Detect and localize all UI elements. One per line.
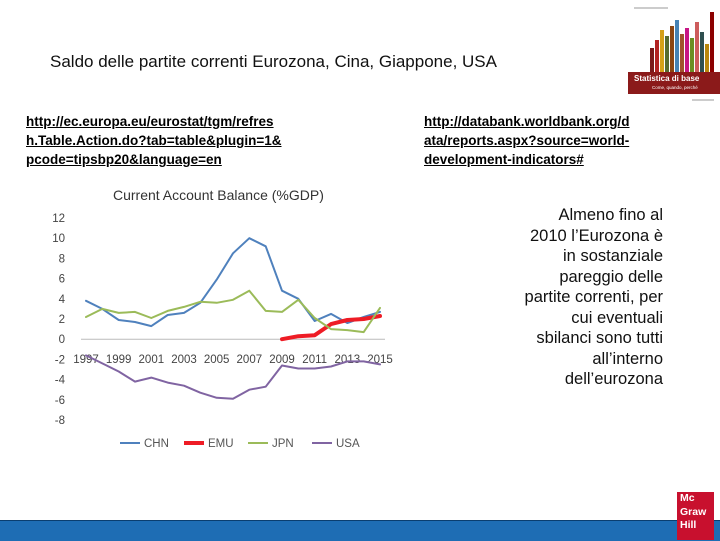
x-tick-label: 1997 — [73, 354, 99, 367]
x-tick-label: 2013 — [334, 354, 361, 367]
y-tick-label: 12 — [52, 213, 65, 225]
y-tick-label: -2 — [54, 354, 65, 367]
body-line: sbilanci sono tutti — [536, 329, 663, 347]
eurostat-link[interactable] — [26, 112, 346, 169]
book-subtitle: Come, quando, perché — [652, 85, 698, 90]
y-tick-label: -4 — [54, 374, 65, 387]
current-account-chart — [40, 180, 415, 470]
worldbank-link[interactable] — [424, 112, 694, 169]
body-line: partite correnti, per — [524, 288, 663, 306]
x-tick-label: 2001 — [138, 354, 165, 367]
logo-line: Graw — [680, 505, 707, 518]
x-tick-label: 2007 — [236, 354, 263, 367]
y-tick-label: 4 — [58, 293, 65, 306]
y-tick-label: 0 — [58, 334, 65, 347]
body-line: pareggio delle — [559, 267, 663, 286]
legend-label-jpn: JPN — [272, 438, 294, 450]
link-line: http://databank.worldbank.org/d — [424, 114, 630, 129]
y-axis-ticks — [52, 213, 65, 427]
y-tick-label: 10 — [52, 233, 65, 246]
body-line: all’interno — [592, 349, 663, 368]
chart-series — [86, 238, 380, 399]
x-tick-label: 2015 — [367, 354, 393, 367]
link-line: development-indicators# — [424, 152, 584, 167]
chart-title: Current Account Balance (%GDP) — [113, 187, 324, 203]
logo-line: Hill — [680, 519, 697, 531]
x-axis-ticks — [73, 354, 393, 366]
legend-label-chn: CHN — [144, 438, 169, 450]
mcgraw-hill-logo — [677, 492, 714, 540]
link-line: http://ec.europa.eu/eurostat/tgm/refres — [26, 114, 274, 129]
chart-legend — [120, 438, 360, 450]
body-line: cui eventuali — [571, 308, 663, 327]
body-line: dell’eurozona — [564, 370, 663, 388]
slide-title: Saldo delle partite correnti Eurozona, Cina, Giappone, USA — [50, 52, 497, 71]
y-tick-label: 2 — [58, 314, 65, 326]
body-line: in sostanziale — [563, 247, 663, 265]
series-line-emu — [282, 316, 380, 339]
y-tick-label: 8 — [58, 253, 65, 266]
body-text — [470, 205, 663, 390]
legend-label-usa: USA — [336, 438, 360, 450]
book-cover-image — [628, 0, 720, 104]
logo-line: Mc — [680, 492, 695, 504]
footer-bar — [0, 520, 720, 541]
book-title: Statistica di base — [634, 74, 700, 83]
body-line: 2010 l’Eurozona è — [529, 226, 663, 245]
y-tick-label: 6 — [58, 273, 65, 286]
link-line: ata/reports.aspx?source=world- — [424, 133, 630, 148]
link-line: pcode=tipsbp20&language=en — [26, 152, 222, 167]
link-line: h.Table.Action.do?tab=table&plugin=1& — [26, 133, 282, 148]
x-tick-label: 2011 — [302, 354, 328, 367]
legend-label-emu: EMU — [208, 438, 234, 450]
x-tick-label: 1999 — [105, 354, 132, 367]
y-tick-label: -6 — [54, 394, 65, 407]
x-tick-label: 2009 — [269, 354, 295, 367]
y-tick-label: -8 — [54, 415, 65, 427]
series-line-jpn — [86, 291, 380, 332]
x-tick-label: 2003 — [171, 354, 197, 367]
x-tick-label: 2005 — [203, 354, 230, 367]
body-line: Almeno fino al — [558, 206, 663, 224]
